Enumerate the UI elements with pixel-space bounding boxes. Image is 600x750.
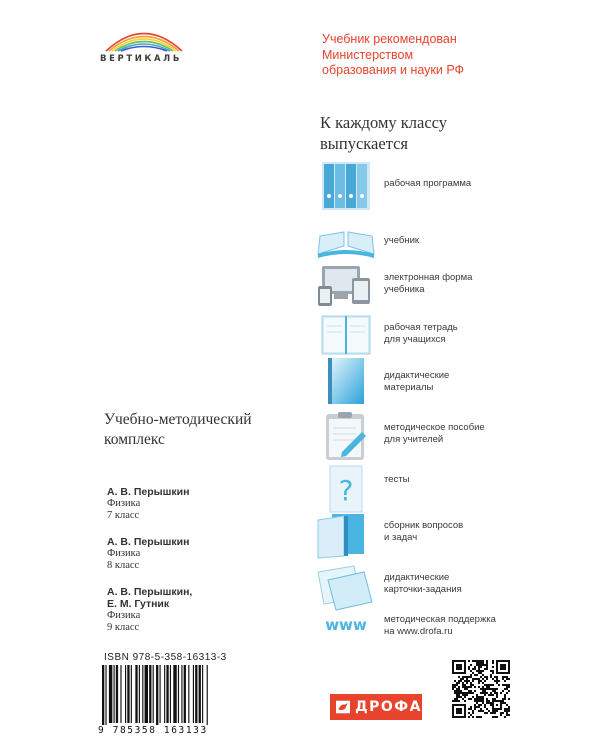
vertical-logo	[100, 22, 188, 64]
component-label: дидактические карточки-задания	[384, 572, 462, 595]
component-label: дидактические материалы	[384, 370, 450, 393]
devices-icon	[314, 260, 378, 312]
book-entry-8	[107, 536, 189, 572]
book-subject: Физика	[107, 610, 141, 621]
binders-icon	[314, 160, 378, 212]
svg-text:?: ?	[338, 474, 354, 507]
publisher-name: ДРОФА	[355, 699, 422, 715]
book-author: А. В. Перышкин	[107, 536, 190, 548]
ministry-recommendation	[322, 32, 542, 79]
isbn: ISBN 978-5-358-16313-3	[104, 652, 227, 663]
component-label: электронная форма учебника	[384, 272, 473, 295]
rainbow-arcs-icon	[100, 22, 188, 52]
book-grade: 9 класс	[107, 622, 140, 633]
book-grade: 8 класс	[107, 560, 140, 571]
book-author: А. В. Перышкин, Е. М. Гутник	[107, 586, 193, 610]
question-book-icon	[314, 510, 378, 562]
book-entry-7	[107, 486, 189, 522]
logo-name: ВЕРТИКАЛЬ	[100, 54, 182, 64]
notebook-icon	[314, 356, 378, 408]
svg-text:www: www	[325, 616, 367, 634]
component-label: тесты	[384, 474, 410, 485]
cards-icon	[314, 560, 378, 612]
qr-code[interactable]	[452, 660, 510, 718]
component-label: учебник	[384, 235, 420, 246]
workbook-icon	[314, 310, 378, 362]
barcode	[100, 665, 252, 727]
series-title	[320, 112, 447, 154]
barcode-digits: 9 785358 163133	[98, 725, 254, 736]
book-grade: 7 класс	[107, 510, 140, 521]
series-title-text: К каждому классу выпускается	[320, 113, 448, 153]
recommendation-text: Учебник рекомендован Министерством образования и науки РФ	[322, 32, 465, 77]
book-subject: Физика	[107, 548, 141, 559]
component-label: сборник вопросов и задач	[384, 520, 464, 543]
component-label: рабочая программа	[384, 178, 472, 189]
question-card-icon	[314, 464, 378, 516]
book-entry-9	[107, 586, 192, 634]
clipboard-pen-icon	[314, 410, 378, 462]
component-label: рабочая тетрадь для учащихся	[384, 322, 458, 345]
umk-title: Учебно-методический комплекс	[104, 411, 252, 448]
book-author: А. В. Перышкин	[107, 486, 190, 498]
bird-icon	[336, 699, 350, 715]
book-subject: Физика	[107, 498, 141, 509]
component-label: методическое пособие для учителей	[384, 422, 485, 445]
www-icon	[314, 606, 378, 658]
publisher-logo	[330, 694, 422, 720]
component-label: методическая поддержка на www.drofa.ru	[384, 614, 496, 637]
